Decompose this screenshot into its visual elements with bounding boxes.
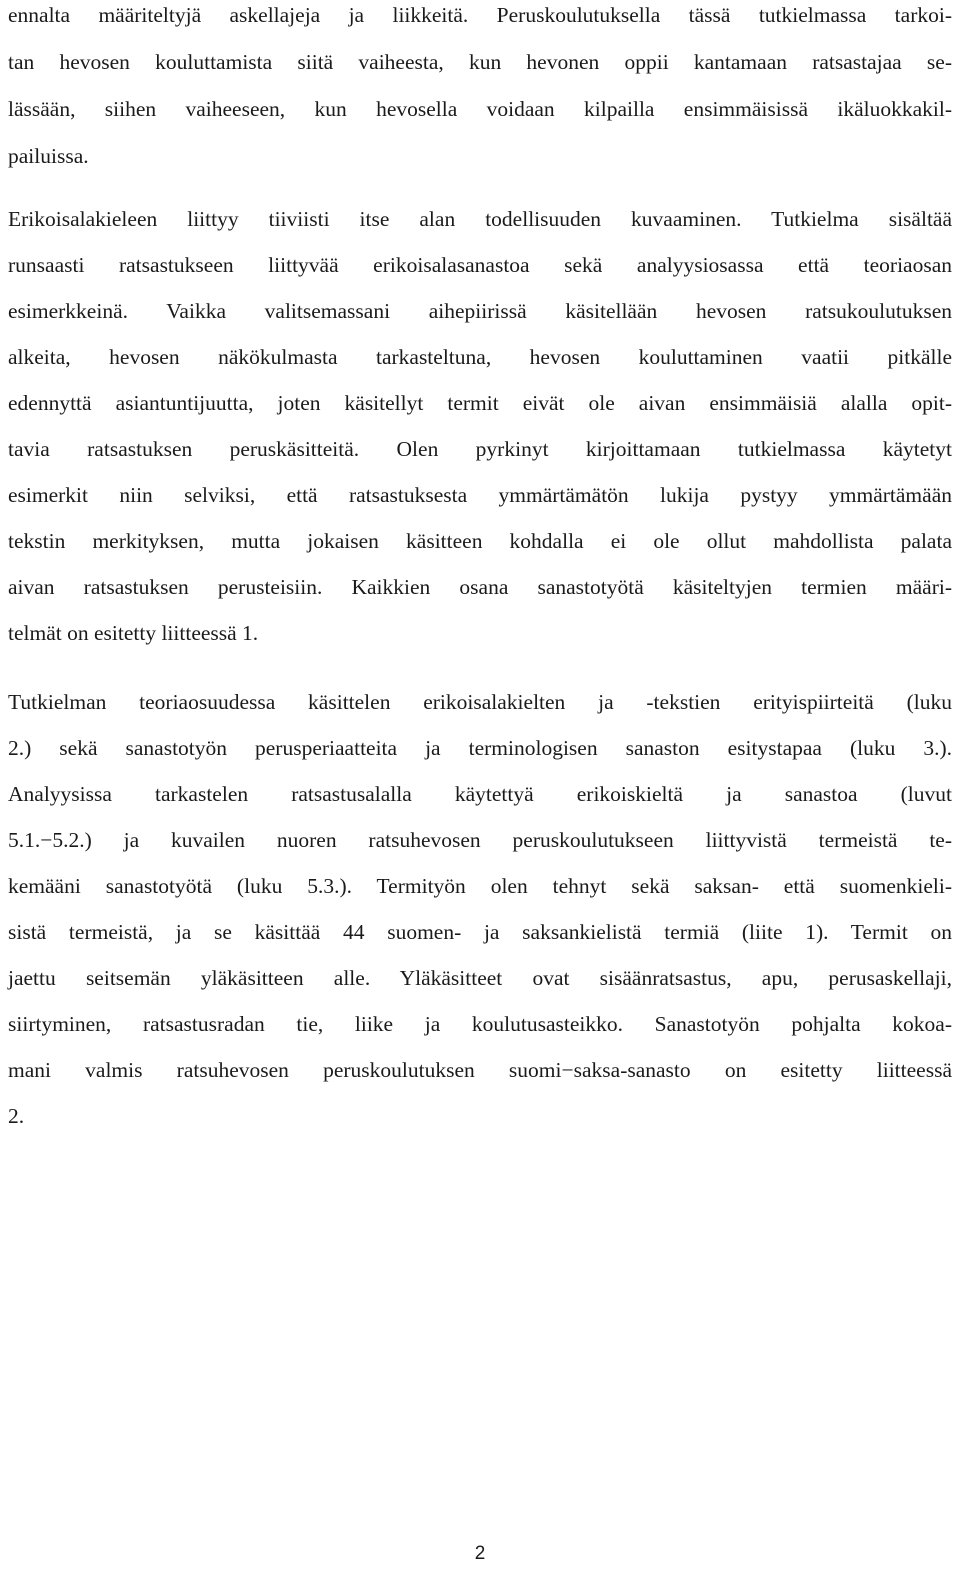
text-line: tekstin merkityksen, mutta jokaisen käsitteen kohdalla ei ole ollut mahdollista palata — [8, 529, 952, 553]
text-line: aivan ratsastuksen perusteisiin. Kaikkien osana sanastotyötä käsiteltyjen termien määri- — [8, 575, 952, 599]
text-line: Analyysissa tarkastelen ratsastusalalla käytettyä erikoiskieltä ja sanastoa (luvut — [8, 782, 952, 806]
text-line: esimerkit niin selviksi, että ratsastuksesta ymmärtämätön lukija pystyy ymmärtämään — [8, 483, 952, 507]
text-line: lässään, siihen vaiheeseen, kun hevosella voidaan kilpailla ensimmäisissä ikäluokkakil- — [8, 97, 952, 121]
text-line: 2.) sekä sanastotyön perusperiaatteita ja terminologisen sanaston esitystapaa (luku 3.). — [8, 736, 952, 760]
paragraph-structure — [8, 679, 952, 1139]
text-line: tan hevosen kouluttamista siitä vaiheesta, kun hevonen oppii kantamaan ratsastajaa se- — [8, 50, 952, 74]
text-line: sistä termeistä, ja se käsittää 44 suomen- ja saksankielistä termiä (liite 1). Termit on — [8, 920, 952, 944]
text-line: runsaasti ratsastukseen liittyvää erikoisalasanastoa sekä analyysiosassa että teoriaosan — [8, 253, 952, 277]
text-line: 2. — [8, 1104, 25, 1128]
text-line: mani valmis ratsuhevosen peruskoulutuksen suomi−saksa-sanasto on esitetty liitteessä — [8, 1058, 952, 1082]
document-page — [8, 0, 952, 1580]
text-line: pailuissa. — [8, 144, 89, 168]
text-line: edennyttä asiantuntijuutta, joten käsitellyt termit eivät ole aivan ensimmäisiä alalla opit- — [8, 391, 952, 415]
text-line: telmät on esitetty liitteessä 1. — [8, 621, 259, 645]
text-line: ennalta määriteltyjä askellajeja ja liikkeitä. Peruskoulutuksella tässä tutkielmassa tarkoi- — [8, 3, 952, 27]
paragraph-terminology — [8, 196, 952, 656]
text-line: siirtyminen, ratsastusradan tie, liike ja koulutusasteikko. Sanastotyön pohjalta kokoa- — [8, 1012, 952, 1036]
text-line: Tutkielman teoriaosuudessa käsittelen erikoisalakielten ja -tekstien erityispiirteitä (luku — [8, 690, 952, 714]
text-line: kemääni sanastotyötä (luku 5.3.). Termityön olen tehnyt sekä saksan- että suomenkieli- — [8, 874, 952, 898]
page-number: 2 — [474, 1543, 486, 1564]
text-line: 5.1.−5.2.) ja kuvailen nuoren ratsuhevosen peruskoulutukseen liittyvistä termeistä te- — [8, 828, 952, 852]
text-line: tavia ratsastuksen peruskäsitteitä. Olen pyrkinyt kirjoittamaan tutkielmassa käytetyt — [8, 437, 952, 461]
text-line: alkeita, hevosen näkökulmasta tarkasteltuna, hevosen kouluttaminen vaatii pitkälle — [8, 345, 952, 369]
text-line: Erikoisalakieleen liittyy tiiviisti itse alan todellisuuden kuvaaminen. Tutkielma sisältää — [8, 207, 952, 231]
text-line: jaettu seitsemän yläkäsitteen alle. Yläkäsitteet ovat sisäänratsastus, apu, perusaskellaji, — [8, 966, 952, 990]
text-line: esimerkkeinä. Vaikka valitsemassani aihepiirissä käsitellään hevosen ratsukoulutuksen — [8, 299, 952, 323]
paragraph-intro — [8, 0, 952, 180]
